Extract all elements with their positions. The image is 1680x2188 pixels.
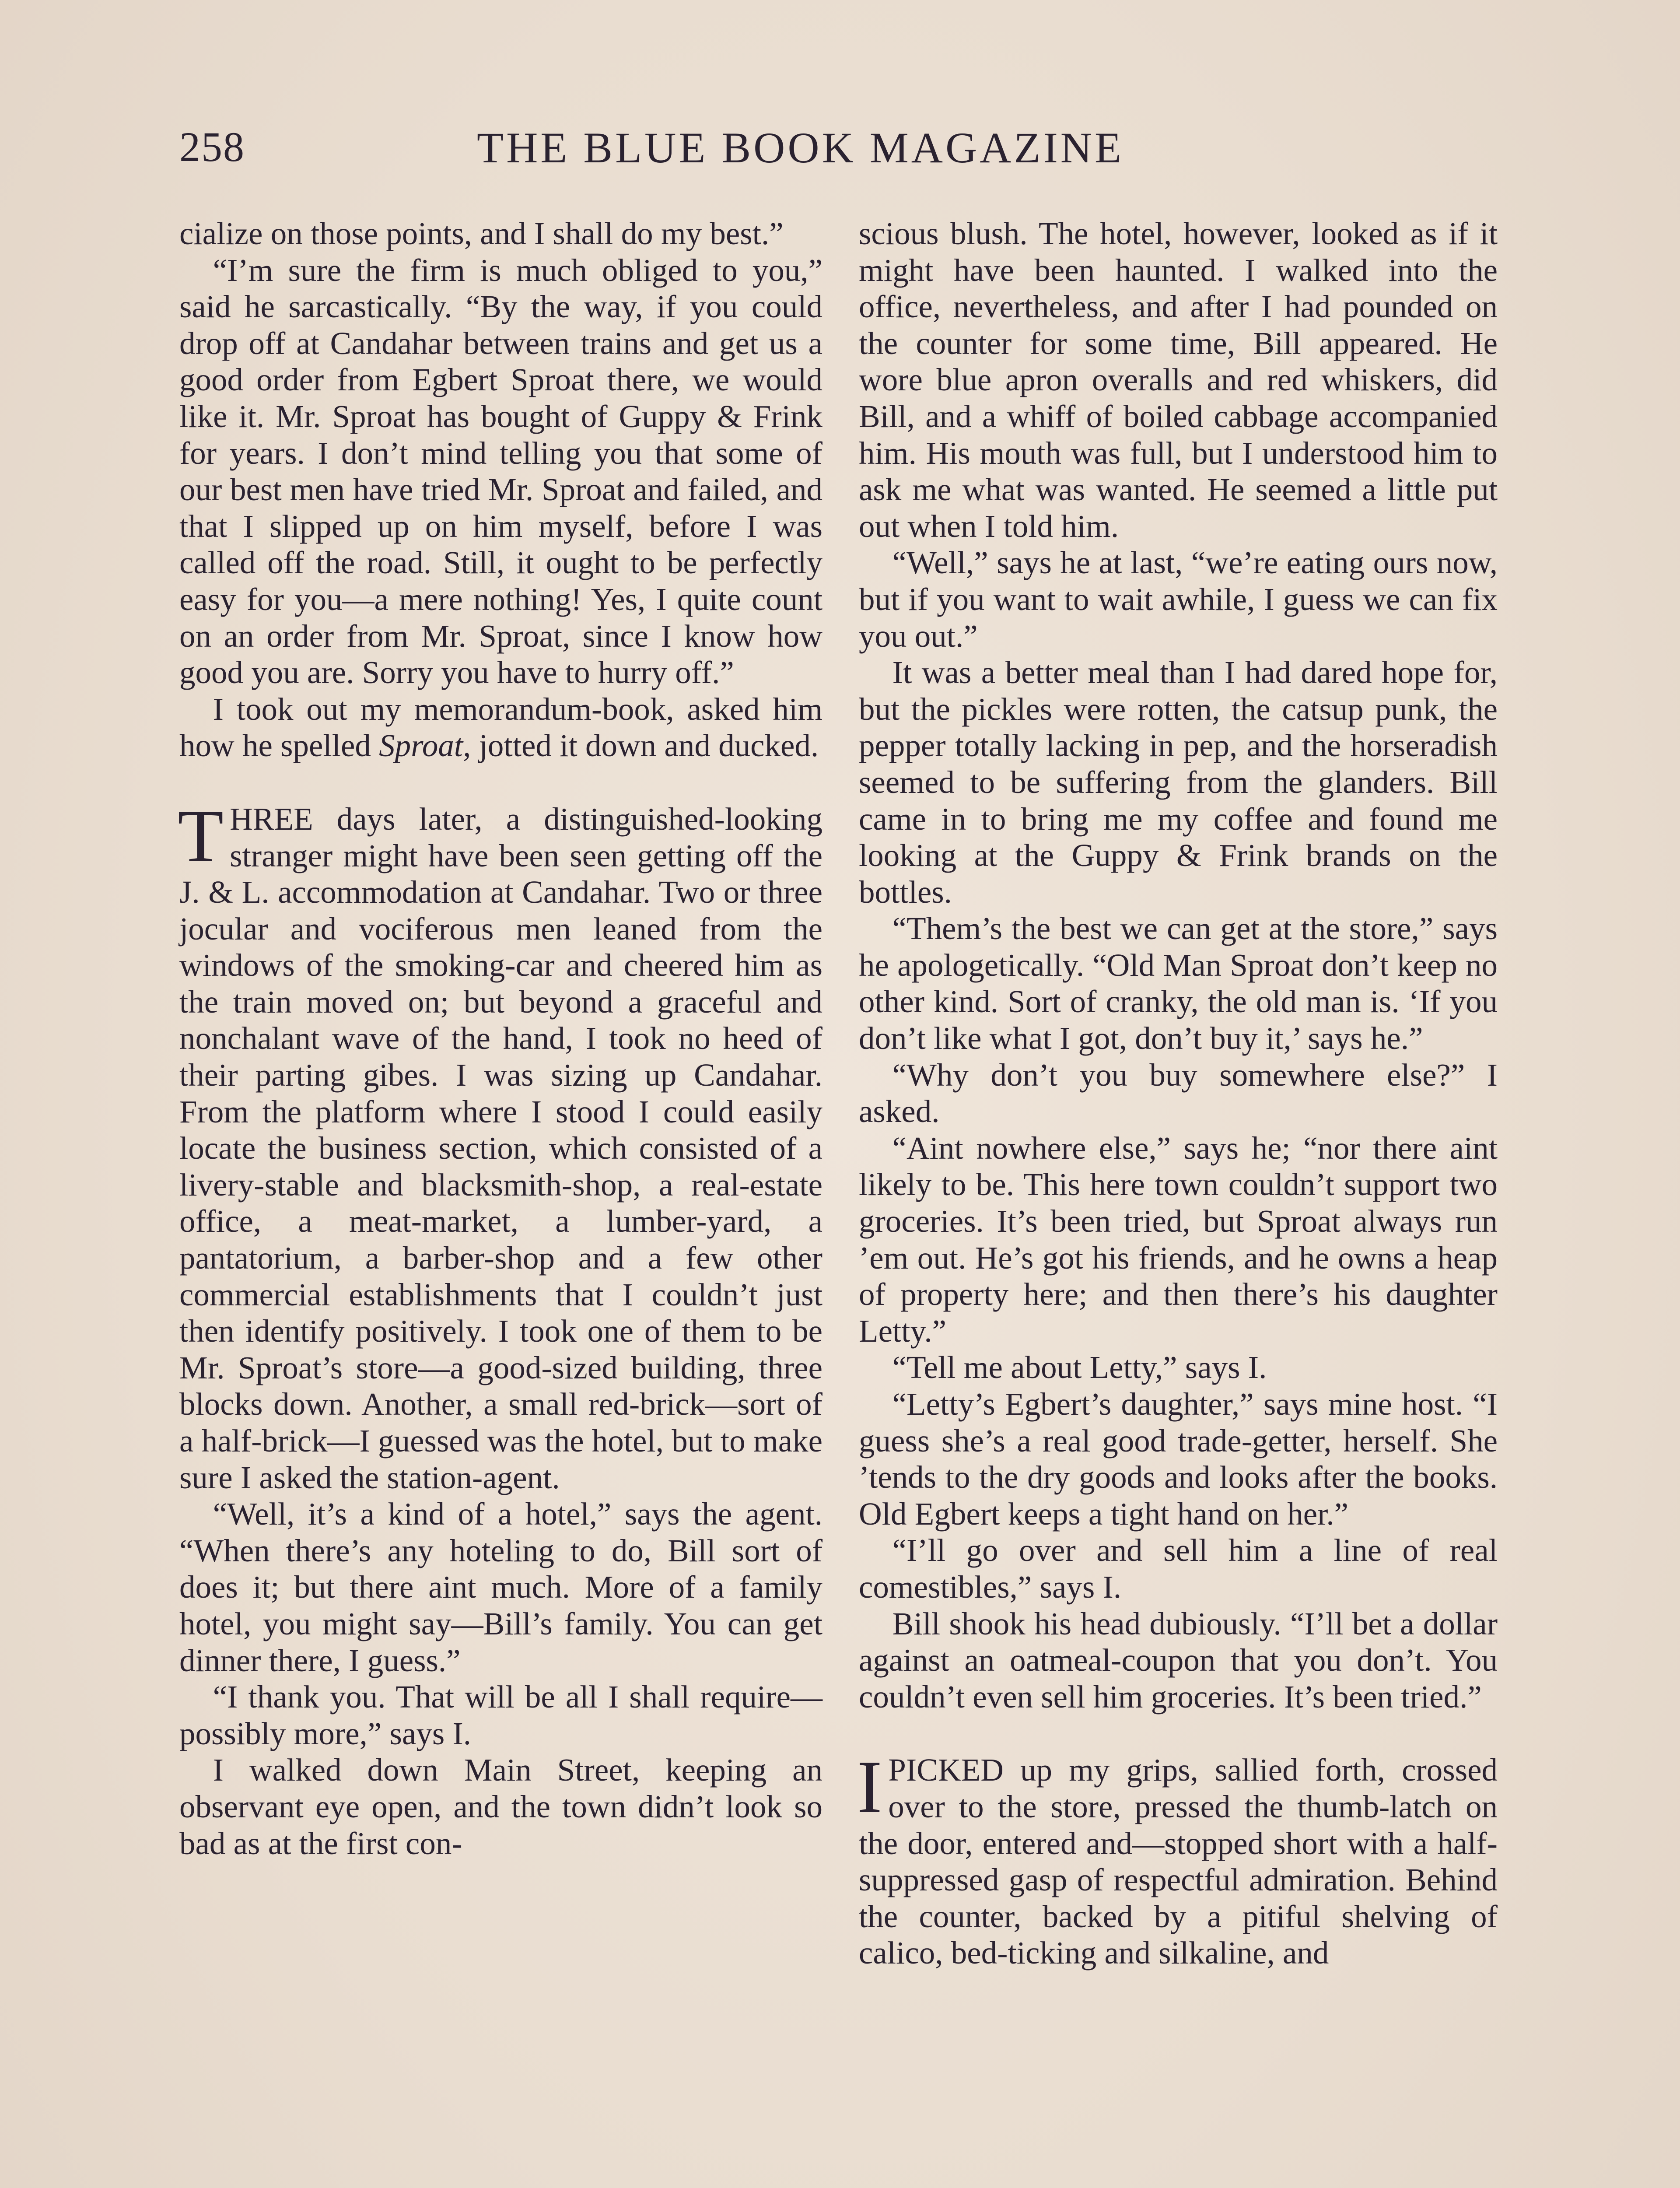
- paragraph: “I thank you. That will be all I shall require—possibly more,” says I.: [179, 1679, 822, 1751]
- paragraph: cialize on those points, and I shall do my best.”: [179, 216, 784, 251]
- paragraph: [179, 691, 822, 764]
- paragraph: “Well,” says he at last, “we’re eating ours now, but if you want to wait awhile, I guess we can fix you out.”: [859, 545, 1498, 654]
- text-run: I took out my memorandum-book, asked him how he spelled: [179, 691, 822, 764]
- paragraph: It was a better meal than I had dared hope for, but the pickles were rotten, the catsup punk, the pepper totally lacking in pep, and the horseradish seemed to be suffering from the glanders. Bill came in to bring me my coffee and found me looking at the Guppy & Frink brands on the bottles.: [859, 655, 1498, 910]
- paragraph: I walked down Main Street, keeping an observant eye open, and the town didn’t look so bad as at the first con-: [179, 1752, 822, 1861]
- paragraph: “I’ll go over and sell him a line of real comestibles,” says I.: [859, 1532, 1498, 1605]
- paragraph: “Letty’s Egbert’s daughter,” says mine host. “I guess she’s a real good trade-getter, herself. She ’tends to the dry goods and looks after the books. Old Egbert keeps a tight hand on her.”: [859, 1386, 1498, 1532]
- right-column: [859, 215, 1498, 1971]
- drop-cap: T: [178, 794, 224, 878]
- section-paragraph: [857, 1746, 1498, 1971]
- paragraph: “I’m sure the firm is much obliged to you,” said he sarcastically. “By the way, if you could drop off at Candahar between trains and get us a good order from Egbert Sproat there, we would like it. Mr. Sproat has bought of Guppy & Frink for years. I don’t mind telling you that some of our best men have tried Mr. Sproat and failed, and that I slipped up on him myself, before I was called off the road. Still, it ought to be perfectly easy for you—a mere nothing! Yes, I quite count on an order from Mr. Sproat, since I know how good you are. Sorry you have to hurry off.”: [179, 252, 822, 691]
- text-run: jotted it down and ducked.: [471, 728, 819, 764]
- italic-word: Sproat,: [379, 728, 471, 764]
- page-header: [179, 123, 1216, 184]
- drop-cap: I: [857, 1746, 882, 1829]
- page-number: 258: [179, 123, 245, 170]
- text-run: PICKED up my grips, sallied forth, crossed over to the store, pressed the thumb-latch on the door, entered and—stopped short with a half-suppressed gasp of respectful admiration. Behind the counter, backed by a pitiful shelving of calico, bed-ticking and silkaline, and: [859, 1752, 1498, 1971]
- paragraph: “Why don’t you buy somewhere else?” I asked.: [859, 1057, 1498, 1129]
- paragraph: Bill shook his head dubiously. “I’ll bet a dollar against an oatmeal-coupon that you don’t. You couldn’t even sell him groceries. It’s been tried.”: [859, 1606, 1498, 1715]
- paragraph: “Aint nowhere else,” says he; “nor there aint likely to be. This here town couldn’t support two groceries. It’s been tried, but Sproat always run ’em out. He’s got his friends, and he owns a heap of property here; and then there’s his daughter Letty.”: [859, 1130, 1498, 1349]
- left-column: [179, 215, 822, 1862]
- paragraph: scious blush. The hotel, however, looked as if it might have been haunted. I walked into the office, nevertheless, and after I had pounded on the counter for some time, Bill appeared. He wore blue apron overalls and red whiskers, did Bill, and a whiff of boiled cabbage accompanied him. His mouth was full, but I understood him to ask me what was wanted. He seemed a little put out when I told him.: [859, 216, 1498, 544]
- paragraph: “Well, it’s a kind of a hotel,” says the agent. “When there’s any hoteling to do, Bill sort of does it; but there aint much. More of a family hotel, you might say—Bill’s family. You can get dinner there, I guess.”: [179, 1496, 822, 1678]
- magazine-title: THE BLUE BOOK MAGAZINE: [477, 123, 1124, 172]
- paragraph: “Them’s the best we can get at the store,” says he apologetically. “Old Man Sproat don’t keep no other kind. Sort of cranky, the old man is. ‘If you don’t like what I got, don’t buy it,’ says he.”: [859, 911, 1498, 1056]
- paragraph: “Tell me about Letty,” says I.: [892, 1350, 1267, 1385]
- text-run: HREE days later, a distinguished-looking stranger might have been seen getting off the J. & L. accommodation at Candahar. Two or three jocular and vociferous men leaned from the windows of the smoking-car and cheered him as the train moved on; but beyond a graceful and nonchalant wave of the hand, I took no heed of their parting gibes. I was sizing up Candahar. From the platform where I stood I could easily locate the business section, which consisted of a livery-stable and blacksmith-shop, a real-estate office, a meat-market, a lumber-yard, a pantatorium, a barber-shop and a few other commercial establishments that I couldn’t just then identify positively. I took one of them to be Mr. Sproat’s store—a good-sized building, three blocks down. Another, a small red-brick—sort of a half-brick—I guessed was the hotel, but to make sure I asked the station-agent.: [179, 801, 822, 1495]
- section-paragraph: [178, 794, 822, 1496]
